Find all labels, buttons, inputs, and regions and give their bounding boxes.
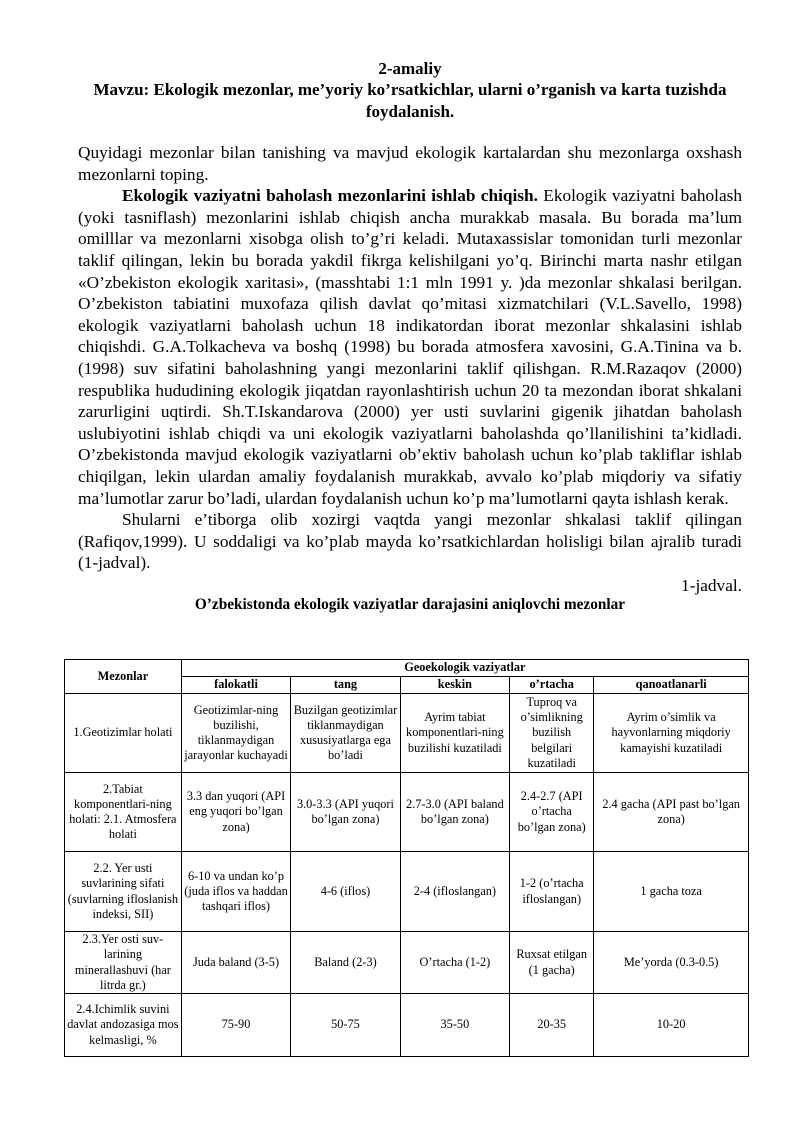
row-label: 2.2. Yer usti suvlarining sifati (suvlarning ifloslanish indeksi, SII)	[65, 852, 182, 932]
table-cell: Ayrim tabiat komponentlari-ning buzilishi kuzatiladi	[400, 694, 509, 773]
table-cell: 2.7-3.0 (API baland bo’lgan zona)	[400, 773, 509, 852]
table-cell: 75-90	[181, 994, 290, 1057]
column-header: tang	[291, 677, 400, 694]
criteria-table	[64, 659, 749, 1057]
table-cell: 20-35	[510, 994, 594, 1057]
intro-paragraph: Quyidagi mezonlar bilan tanishing va mavjud ekologik kartalardan shu mezonlarga oxshash mezonlarni toping.	[78, 143, 742, 184]
table-row	[65, 994, 749, 1057]
table-cell: Tuproq va o’simlikning buzilish belgilari kuzatiladi	[510, 694, 594, 773]
table-cell: Geotizimlar-ning buzilishi, tiklanmaydigan jarayonlar kuchayadi	[181, 694, 290, 773]
table-cell: 1 gacha toza	[594, 852, 749, 932]
table-cell: 2-4 (ifloslangan)	[400, 852, 509, 932]
table-cell: 1-2 (o’rtacha ifloslangan)	[510, 852, 594, 932]
group-header: Geoekologik vaziyatlar	[181, 660, 748, 677]
table-cell: 3.3 dan yuqori (API eng yuqori bo’lgan zona)	[181, 773, 290, 852]
column-header: o’rtacha	[510, 677, 594, 694]
table-cell: 35-50	[400, 994, 509, 1057]
paragraph-criteria	[78, 185, 742, 509]
table-cell: 2.4-2.7 (API o’rtacha bo’lgan zona)	[510, 773, 594, 852]
row-label: 2.Tabiat komponentlari-ning holati: 2.1. Atmosfera holati	[65, 773, 182, 852]
table-cell: O’rtacha (1-2)	[400, 932, 509, 994]
table-cell: Ruxsat etilgan (1 gacha)	[510, 932, 594, 994]
paragraph-criteria-text: Ekologik vaziyatni baholash (yoki tasniflash) mezonlarini ishlab chiqish ancha murakkab masala. Bu borada ma’lum omilllar va mezonlarni xisobga olish to’g’ri keladi. Mutaxassislar tomonidan turli mezonlar taklif qilingan, lekin bu borada yakdil fikrga kelishilgani yo’q. Birinchi marta nashr etilgan «O’zbekiston ekologik xaritasi», (masshtabi 1:1 mln 1991 y. )da mezonlar shkalasi berilgan. O’zbekiston tabiatini muxofaza qilish davlat qo’mitasi xizmatchilari (V.L.Savello, 1998) ekologik vaziyatlarni baholash uchun 18 indikatordan iborat mezonlar shkalasini ishlab chiqishdi. G.A.Tolkacheva va boshq (1998) bu borada atmosfera xavosini, G.A.Tinina va b. (1998) suv sifatini baholashning yangi mezonlarini taklif qilishgan. R.M.Razaqov (2000) respublika hududining ekologik jiqatdan rayonlashtirish uchun 20 ta mezondan iborat shkalani zarurligini uqtirdi. Sh.T.Iskandarova (2000) yer usti suvlarini gigenik jihatdan baholash uslubiyotini ishlab chiqdi va uni ekologik vaziyatlarni baholashda qo’llanilishini ta’kidladi. O’zbekistonda mavjud ekologik vaziyatlarni ob’ektiv baholash uchun ko’plab takliflar ishlab chiqilgan, lekin ulardan amaliy foydalanish murakkab, avvalo ko’plab miqdoriy va sifatiy ma’lumotlar zarur bo’ladi, ulardan foydalanish uchun ko’p ma’lumotlarni qayta ishlash kerak.	[78, 186, 743, 508]
column-header: falokatli	[181, 677, 290, 694]
column-header: qanoatlanarli	[594, 677, 749, 694]
table-cell: 3.0-3.3 (API yuqori bo’lgan zona)	[291, 773, 400, 852]
column-header: keskin	[400, 677, 509, 694]
table-reference: 1-jadval.	[681, 575, 742, 595]
column-header-criteria: Mezonlar	[65, 660, 182, 694]
row-label: 2.3.Yer osti suv-larining minerallashuvi (har litrda gr.)	[65, 932, 182, 994]
paragraph-lead-bold: Ekologik vaziyatni baholash mezonlarini ishlab chiqish.	[122, 186, 538, 206]
table-cell: 6-10 va undan ko’p (juda iflos va haddan tashqari iflos)	[181, 852, 290, 932]
table-cell: 10-20	[594, 994, 749, 1057]
table-row	[65, 852, 749, 932]
table-cell: 50-75	[291, 994, 400, 1057]
table-cell: 2.4 gacha (API past bo’lgan zona)	[594, 773, 749, 852]
table-cell: Buzilgan geotizimlar tiklanmaydigan xususiyatlarga ega bo’ladi	[291, 694, 400, 773]
table-cell: 4-6 (iflos)	[291, 852, 400, 932]
table-row	[65, 694, 749, 773]
topic-title: Mavzu: Ekologik mezonlar, me’yoriy ko’rsatkichlar, ularni o’rganish va karta tuzishda foydalanish.	[93, 80, 727, 121]
table-cell: Me’yorda (0.3-0.5)	[594, 932, 749, 994]
table-cell: Ayrim o’simlik va hayvonlarning miqdoriy kamayishi kuzatiladi	[594, 694, 749, 773]
table-title: O’zbekistonda ekologik vaziyatlar darajasini aniqlovchi mezonlar	[194, 596, 626, 614]
table-row	[65, 932, 749, 994]
table-cell: Baland (2-3)	[291, 932, 400, 994]
table-cell: Juda baland (3-5)	[181, 932, 290, 994]
table-row	[65, 773, 749, 852]
row-label: 2.4.Ichimlik suvini davlat andozasiga mos kelmasligi, %	[65, 994, 182, 1057]
document-page	[78, 58, 742, 614]
row-label: 1.Geotizimlar holati	[65, 694, 182, 773]
practical-number: 2-amaliy	[378, 59, 442, 78]
paragraph-new-scale: Shularni e’tiborga olib xozirgi vaqtda yangi mezonlar shkalasi taklif qilingan (Rafiqov,1999). U soddaligi va ko’plab mayda ko’rsatkichlardan holisligi bilan ajralib turadi (1-jadval).	[78, 510, 742, 573]
